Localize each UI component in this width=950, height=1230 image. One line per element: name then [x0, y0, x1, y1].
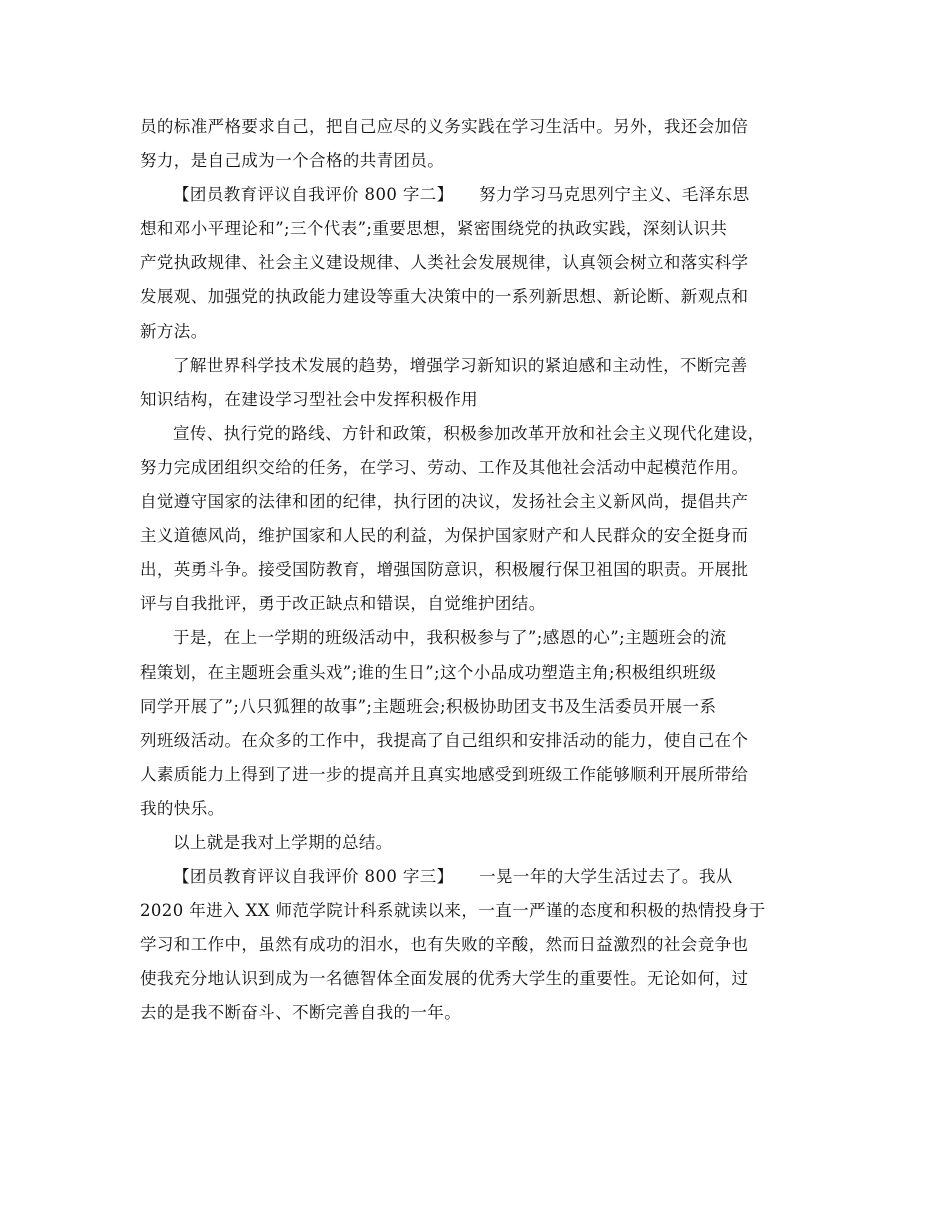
- paragraph-3: [140, 349, 820, 417]
- paragraph-6: [140, 826, 820, 860]
- text-line: 我的快乐。: [140, 798, 225, 818]
- text-line: 努力完成团组织交给的任务，在学习、劳动、工作及其他社会活动中起模范作用。: [140, 457, 749, 477]
- text-line: 产党执政规律、社会主义建设规律、人类社会发展规律，认真领会树立和落实科学: [140, 253, 749, 273]
- text-line: 发展观、加强党的执政能力建设等重大决策中的一系列新思想、新论断、新观点和: [140, 287, 749, 307]
- text-line: 主义道德风尚，维护国家和人民的利益，为保护国家财产和人民群众的安全挺身而: [140, 526, 749, 546]
- paragraph-2: [140, 178, 820, 348]
- paragraph-5: [140, 621, 820, 826]
- text-line: 同学开展了”;八只狐狸的故事”;主题班会;积极协助团支书及生活委员开展一系: [140, 696, 717, 716]
- section-heading-line: 【团员教育评议自我评价 800 字二】 努力学习马克思列宁主义、毛泽东思: [173, 185, 750, 205]
- text-line: 学习和工作中，虽然有成功的泪水，也有失败的辛酸，然而日益激烈的社会竞争也: [140, 935, 749, 955]
- text-line: 去的是我不断奋斗、不断完善自我的一年。: [140, 1003, 462, 1023]
- text-line: 以上就是我对上学期的总结。: [173, 832, 393, 852]
- text-line: 评与自我批评，勇于改正缺点和错误，自觉维护团结。: [140, 594, 546, 614]
- text-line: 努力，是自己成为一个合格的共青团员。: [140, 151, 445, 171]
- text-line: 2020 年进入 XX 师范学院计科系就读以来，一直一严谨的态度和积极的热情投身于: [140, 901, 766, 921]
- text-line: 新方法。: [140, 321, 208, 341]
- text-line: 员的标准严格要求自己，把自己应尽的义务实践在学习生活中。另外，我还会加倍: [140, 117, 749, 136]
- text-line: 想和邓小平理论和”;三个代表”;重要思想，紧密围绕党的执政实践，深刻认识共: [140, 219, 728, 239]
- text-line: 列班级活动。在众多的工作中，我提高了自己组织和安排活动的能力，使自己在个: [140, 730, 749, 750]
- text-line: 了解世界科学技术发展的趋势，增强学习新知识的紧迫感和主动性，不断完善: [173, 355, 748, 375]
- paragraph-7: [140, 860, 820, 1030]
- document-body: [140, 110, 820, 1031]
- text-line: 使我充分地认识到成为一名德智体全面发展的优秀大学生的重要性。无论如何，过: [140, 969, 749, 989]
- section-heading-line: 【团员教育评议自我评价 800 字三】 一晃一年的大学生活过去了。我从: [173, 867, 733, 887]
- text-line: 出，英勇斗争。接受国防教育，增强国防意识，积极履行保卫祖国的职责。开展批: [140, 560, 749, 580]
- text-line: 于是，在上一学期的班级活动中，我积极参与了”;感恩的心”;主题班会的流: [173, 628, 727, 648]
- text-line: 宣传、执行党的路线、方针和政策，积极参加改革开放和社会主义现代化建设，: [173, 423, 765, 443]
- text-line: 知识结构，在建设学习型社会中发挥积极作用: [140, 389, 478, 409]
- text-line: 人素质能力上得到了进一步的提高并且真实地感受到班级工作能够顺利开展所带给: [140, 764, 749, 784]
- text-line: 自觉遵守国家的法律和团的纪律，执行团的决议，发扬社会主义新风尚，提倡共产: [140, 492, 749, 512]
- paragraph-4: [140, 417, 820, 622]
- paragraph-1: [140, 110, 820, 178]
- text-line: 程策划，在主题班会重头戏”;谁的生日”;这个小品成功塑造主角;积极组织班级: [140, 662, 717, 682]
